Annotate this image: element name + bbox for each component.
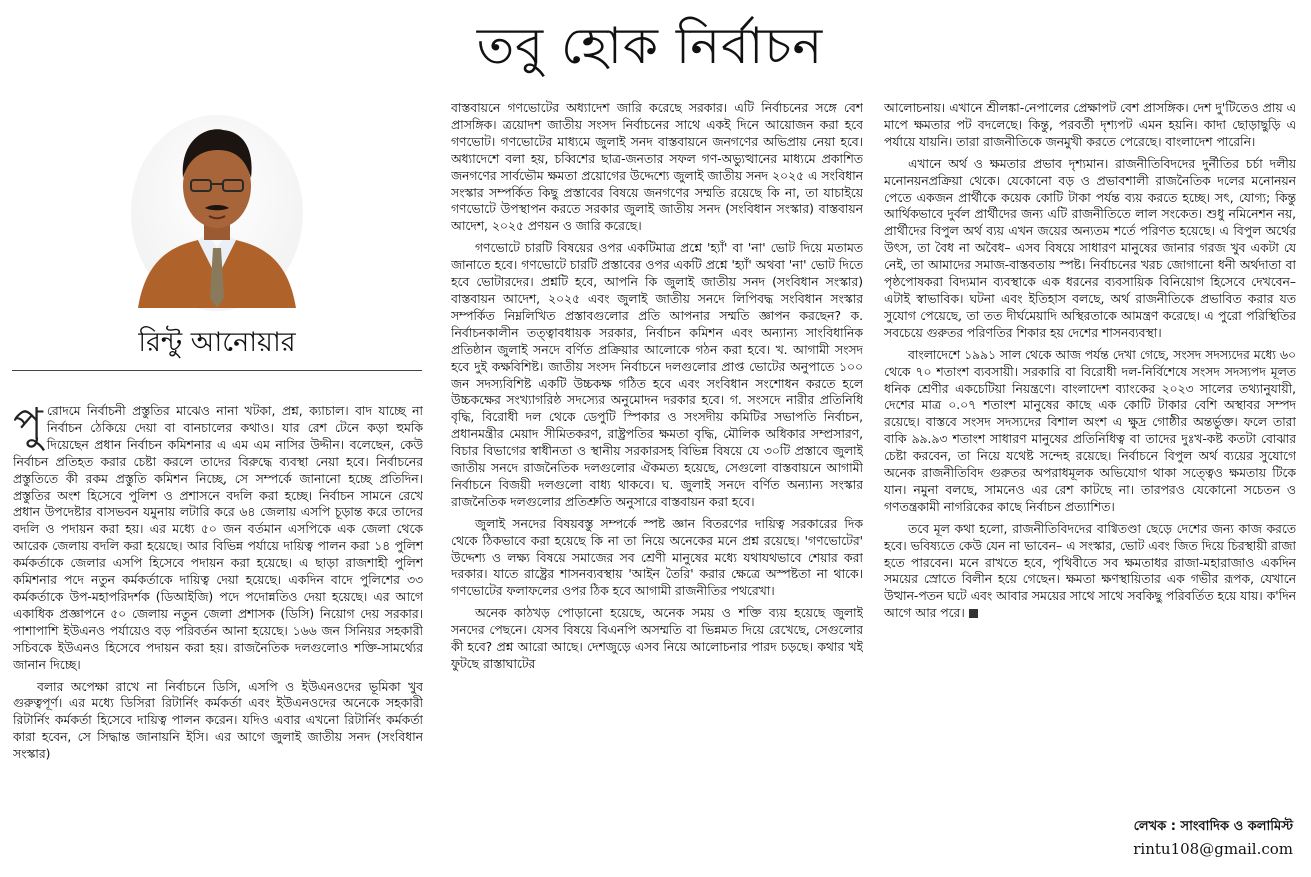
author-name: রিন্টু আনোয়ার bbox=[138, 327, 296, 358]
paragraph: বাস্তবায়নে গণভোটের অধ্যাদেশ জারি করেছে সরকার। এটি নির্বাচনের সঙ্গে বেশ প্রাসঙ্গিক। ত্রয়োদশ জাতীয় সংসদ নির্বাচনের সাথে একই দিনে আয়োজন করা হবে গণভোট। গণভোটের মাধ্যমে জুলাই সনদ বাস্তবায়নে জনগণের অভিপ্রায় নেয়া হবে। অধ্যাদেশে বলা হয়, চব্বিশের ছাত্র-জনতার সফল গণ-অভ্যুত্থানের মাধ্যমে প্রকাশিত জনগণের সার্বভৌম ক্ষমতা প্রয়োগের উদ্দেশ্যে জুলাই জাতীয় সনদ ২০২৫ এ সংবিধান সংস্কার সম্পর্কিত কিছু প্রস্তাবের বিষয়ে জনগণের সম্মতি রয়েছে কি না, তা যাচাইয়ে গণভোটে উপস্থাপন করতে সরকার জুলাই জাতীয় সনদ (সংবিধান সংস্কার) বাস্তবায়ন আদেশ, ২০২৫ প্রণয়ন ও জারি করেছে। bbox=[451, 101, 863, 234]
paragraph: গণভোটে চারটি বিষয়ের ওপর একটিমাত্র প্রশ্নে 'হ্যাঁ' বা 'না' ভোট দিয়ে মতামত জানাতে হবে। গণভোটে চারটি প্রস্তাবের ওপর একটি প্রশ্নে 'হ্যাঁ' অথবা 'না' ভোট দিতে হবে ভোটারদের। প্রশ্নটি হবে, আপনি কি জুলাই জাতীয় সনদ (সংবিধান সংস্কার) বাস্তবায়ন আদেশ, ২০২৫ এবং জুলাই জাতীয় সনদে লিপিবদ্ধ সংবিধান সংস্কার সম্পর্কিত নিম্নলিখিত প্রস্তাবগুলোর প্রতি আপনার সম্মতি জ্ঞাপন করছেন? ক. নির্বাচনকালীন তত্ত্বাবধায়ক সরকার, নির্বাচন কমিশন এবং অন্যান্য সাংবিধানিক প্রতিষ্ঠান জুলাই সনদে বর্ণিত প্রক্রিয়ার আলোকে গঠন করা হবে। খ. আগামী সংসদ হবে দুই কক্ষবিশিষ্ট। জাতীয় সংসদ নির্বাচনে দলগুলোর প্রাপ্ত ভোটের অনুপাতে ১০০ জন সদস্যবিশিষ্ট একটি উচ্চকক্ষ গঠিত হবে এবং সংবিধান সংশোধন করতে হলে উচ্চকক্ষের সংখ্যাগরিষ্ঠ সদস্যের অনুমোদন দরকার হবে। গ. সংসদে নারীর প্রতিনিধি বৃদ্ধি, বিরোধী দল থেকে ডেপুটি স্পিকার ও সংসদীয় কমিটির সভাপতি নির্বাচন, প্রধানমন্ত্রীর মেয়াদ সীমিতকরণ, রাষ্ট্রপতির ক্ষমতা বৃদ্ধি, মৌলিক অধিকার সম্প্রসারণ, বিচার বিভাগের স্বাধীনতা ও স্থানীয় সরকারসহ বিভিন্ন বিষয়ে যে ৩০টি প্রস্তাবে জুলাই জাতীয় সনদে রাজনৈতিক দলগুলোর ঐকমত্য হয়েছে, সেগুলো বাস্তবায়নে আগামী নির্বাচনে বিজয়ী দলগুলো বাধ্য থাকবে। ঘ. জুলাই সনদে বর্ণিত অন্যান্য সংস্কার রাজনৈতিক দলগুলোর প্রতিশ্রুতি অনুসারে বাস্তবায়ন করা হবে। bbox=[451, 241, 863, 509]
author-email[interactable]: rintu108@gmail.com bbox=[1133, 840, 1293, 858]
drop-cap: পু bbox=[13, 403, 43, 450]
divider bbox=[12, 370, 422, 371]
paragraph: বাংলাদেশে ১৯৯১ সাল থেকে আজ পর্যন্ত দেখা গেছে, সংসদ সদস্যদের মধ্যে ৬০ থেকে ৭০ শতাংশ ব্যবসায়ী। সরকারি বা বিরোধী দল-নির্বিশেষে সংসদ সদস্যপদ মূলত ধনিক শ্রেণীর একচেটিয়া নিয়ন্ত্রণে। বাংলাদেশ ব্যাংকের ২০২৩ সালের তথ্যানুযায়ী, দেশের মাত্র ০.০৭ শতাংশ মানুষের কাছে এক কোটি টাকার বেশি অস্থাবর সম্পদ রয়েছে। বাস্তবে সংসদ সদস্যদের বিশাল অংশ এ ক্ষুদ্র গোষ্ঠীর অন্তর্ভুক্ত। ফলে তারা বাকি ৯৯.৯৩ শতাংশ সাধারণ মানুষের প্রতিনিধিত্ব বা তাদের দুঃখ-কষ্ট কতটা বোঝার চেষ্টা করবেন, তা নিয়ে যথেষ্ট সন্দেহ রয়েছে। নির্বাচনে বিপুল অর্থ ব্যয়ের সুযোগে অনেক রাজনীতিবিদ গুরুতর অপরাধমূলক অভিযোগ থাকা সত্ত্বেও ক্ষমতায় টিকে যান। নমুনা বলছে, সামনেও এর রেশ কাটছে না। তারপরও যেকোনো সচেতন ও গণতন্ত্রকামী নাগরিকের কাছে নির্বাচন প্রত্যাশিত। bbox=[884, 347, 1296, 514]
paragraph: অনেক কাঠখড় পোড়ানো হয়েছে, অনেক সময় ও শক্তি ব্যয় হয়েছে জুলাই সনদের পেছনে। যেসব বিষয়ে বিএনপি অসম্মতি বা ভিন্নমত দিয়ে রেখেছে, সেগুলোর কী হবে? প্রশ্ন আরো আছে। দেশজুড়ে এসব নিয়ে আলোচনার পারদ চড়ছে। কথার খই ফুটছে রাস্তাঘাটের bbox=[451, 606, 863, 671]
paragraph: পুরোদমে নির্বাচনী প্রস্তুতির মাঝেও নানা খটকা, প্রশ্ন, ক্যাচাল। বাদ যাচ্ছে না নির্বাচন ঠেকিয়ে দেয়া বা বানচালের কথাও। যার রেশ টেনে কড়া হুমকি দিয়েছেন প্রধান নির্বাচন কমিশনার এ এম এম নাসির উদ্দীন। বলেছেন, কেউ নির্বাচন প্রতিহত করার চেষ্টা করলে তাদের বিরুদ্ধে ব্যবস্থা নেয়া হবে। নির্বাচনের প্রস্তুতিতে কী রকম প্রস্তুতি কমিশন নিচ্ছে, সে সম্পর্কে জানানো হচ্ছে প্রতিদিন। প্রস্তুতির অংশ হিসেবে পুলিশ ও প্রশাসনে বদলি করা হচ্ছে। নির্বাচন সামনে রেখে প্রধান উপদেষ্টার বাসভবন যমুনায় লটারি করে ৬৪ জেলায় এসপি চূড়ান্ত করে তাদের বদলি ও পদায়ন করা হয়। এর মধ্যে ৫০ জন বর্তমান এসপিকে এক জেলা থেকে আরেক জেলায় বদলি করা হয়েছে। আর বিভিন্ন পর্যায়ে দায়িত্ব পালন করা ১৪ পুলিশ কর্মকর্তাকে জেলার এসপি হিসেবে পদায়ন করা হয়েছে। এ ছাড়া রাজশাহী পুলিশ কমিশনার পদে নতুন কর্মকর্তাকে দায়িত্ব দেয়া হয়েছে। একদিন বাদে পুলিশের ৩৩ কর্মকর্তাকে উপ-মহাপরিদর্শক (ডিআইজি) পদে পদোন্নতিও দেয়া হয়েছে। এর আগে একাধিক প্রজ্ঞাপনে ৫০ জেলায় নতুন জেলা প্রশাসক (ডিসি) নিয়োগ দেয় সরকার। পাশাপাশি ইউএনও পর্যায়েও বড় পরিবর্তন আনা হয়েছে। ১৬৬ জন সিনিয়র সহকারী সচিবকে ইউএনও হিসেবে পদায়ন করা হয়। রাজনৈতিক দলগুলোও শক্তি-সামর্থ্যের জানান দিচ্ছে। bbox=[13, 403, 423, 672]
headline: তবু হোক নির্বাচন bbox=[476, 17, 824, 75]
paragraph: তবে মূল কথা হলো, রাজনীতিবিদদের বাগ্বিতণ্ডা ছেড়ে দেশের জন্য কাজ করতে হবে। ভবিষ্যতে কেউ যেন না ভাবেন– এ সংস্কার, ভোট এবং জিত দিয়ে চিরস্থায়ী রাজা হতে পারবেন। মনে রাখতে হবে, পৃথিবীতে সব ক্ষমতাধর রাজা-মহারাজাও একদিন সময়ের স্রোতে বিলীন হয়ে গেছেন। ক্ষমতা ক্ষণস্থায়িতার এক গভীর রূপক, যেখানে উত্থান-পতন ঘটে এবং আবার সময়ের সাথে সাথে সবকিছু পরিবর্তিত হয়ে যায়। ক'দিন আগে আর পরে। bbox=[884, 521, 1296, 621]
end-mark-icon bbox=[969, 609, 978, 618]
byline: লেখক : সাংবাদিক ও কলামিস্ট bbox=[1133, 819, 1293, 834]
author-photo bbox=[128, 108, 306, 313]
article-column-3 bbox=[884, 100, 1296, 830]
paragraph: জুলাই সনদের বিষয়বস্তু সম্পর্কে স্পষ্ট জ্ঞান বিতরণের দায়িত্ব সরকারের দিক থেকে ঠিকভাবে করা হয়েছে কি না তা নিয়ে অনেকের মনে প্রশ্ন রয়েছে। 'গণভোটের' উদ্দেশ্য ও লক্ষ্য বিষয়ে সমাজের সব শ্রেণী মানুষের মধ্যে যথাযথভাবে শেয়ার করা দরকার। যাতে রাষ্ট্রের শাসনব্যবস্থায় 'আইন তৈরি' করার ক্ষেত্রে অস্পষ্টতা না থাকে। গণভোটের ফলাফলের ওপর ঠিক হবে আগামী রাজনীতির পথরেখা। bbox=[451, 516, 863, 599]
paragraph: আলোচনায়। এখানে শ্রীলঙ্কা-নেপালের প্রেক্ষাপট বেশ প্রাসঙ্গিক। দেশ দু'টিতেও প্রায় এ মাপে ক্ষমতার পট বদলেছে। কিন্তু, পরবর্তী দৃশ্যপট এমন হয়নি। কাদা ছোড়াছুড়ি এ পর্যায়ে যায়নি। তারা রাজনীতিকে জনমুখী করতে পেরেছে। বাংলাদেশ পারেনি। bbox=[884, 101, 1296, 149]
paragraph: এখানে অর্থ ও ক্ষমতার প্রভাব দৃশ্যমান। রাজনীতিবিদদের দুর্নীতির চর্চা দলীয় মনোনয়নপ্রক্রিয়া থেকে। যেকোনো বড় ও প্রভাবশালী রাজনৈতিক দলের মনোনয়ন পেতে একজন প্রার্থীকে কয়েক কোটি টাকা পর্যন্ত ব্যয় করতে হচ্ছে। সৎ, যোগ্য; কিন্তু আর্থিকভাবে দুর্বল প্রার্থীদের জন্য এটি রাজনীতিতে লাল সংকেত। শুধু নমিনেশন নয়, প্রার্থীদের বিপুল অর্থ ব্যয় এখন জয়ের অন্যতম শর্তে পরিণত হয়েছে। এ বিপুল অর্থের উৎস, তা বৈধ না অবৈধ– এসব বিষয়ে সাধারণ মানুষের জানার গরজ খুব একটা যে নেই, তা আমাদের সমাজ-বাস্তবতায় স্পষ্ট। নির্বাচনের খরচ জোগানো ধনী অর্থদাতা বা পৃষ্ঠপোষকরা বিদ্যমান ব্যবস্থাকে এক ধরনের ব্যবসায়িক বিনিয়োগ হিসেবে দেখবেন– এটাই স্বাভাবিক। ঘটনা এবং ইতিহাস বলছে, অর্থ রাজনীতিকে প্রভাবিত করার যত সুযোগ পেয়েছে, তা তত দীর্ঘমেয়াদি অস্থিরতাকে আমন্ত্রণ করেছে। এ পুরো পরিস্থিতির সবচেয়ে গুরুতর পরিণতির শিকার হয় দেশের শাসনব্যবস্থা। bbox=[884, 156, 1296, 340]
article-column-1 bbox=[13, 403, 423, 863]
paragraph: বলার অপেক্ষা রাখে না নির্বাচনে ডিসি, এসপি ও ইউএনওদের ভূমিকা খুব গুরুত্বপূর্ণ। এর মধ্যে ডিসিরা রিটার্নিং কর্মকর্তা এবং ইউএনওদের অনেকে সহকারী রিটার্নিং কর্মকর্তা হিসেবে দায়িত্ব পালন করেন। যদিও এবার এখনো রিটার্নিং কর্মকর্তা কারা হবেন, সে সিদ্ধান্ত জানায়নি ইসি। এর আগে জুলাই জাতীয় সনদ (সংবিধান সংস্কার) bbox=[13, 679, 423, 762]
article-column-2 bbox=[451, 100, 863, 870]
